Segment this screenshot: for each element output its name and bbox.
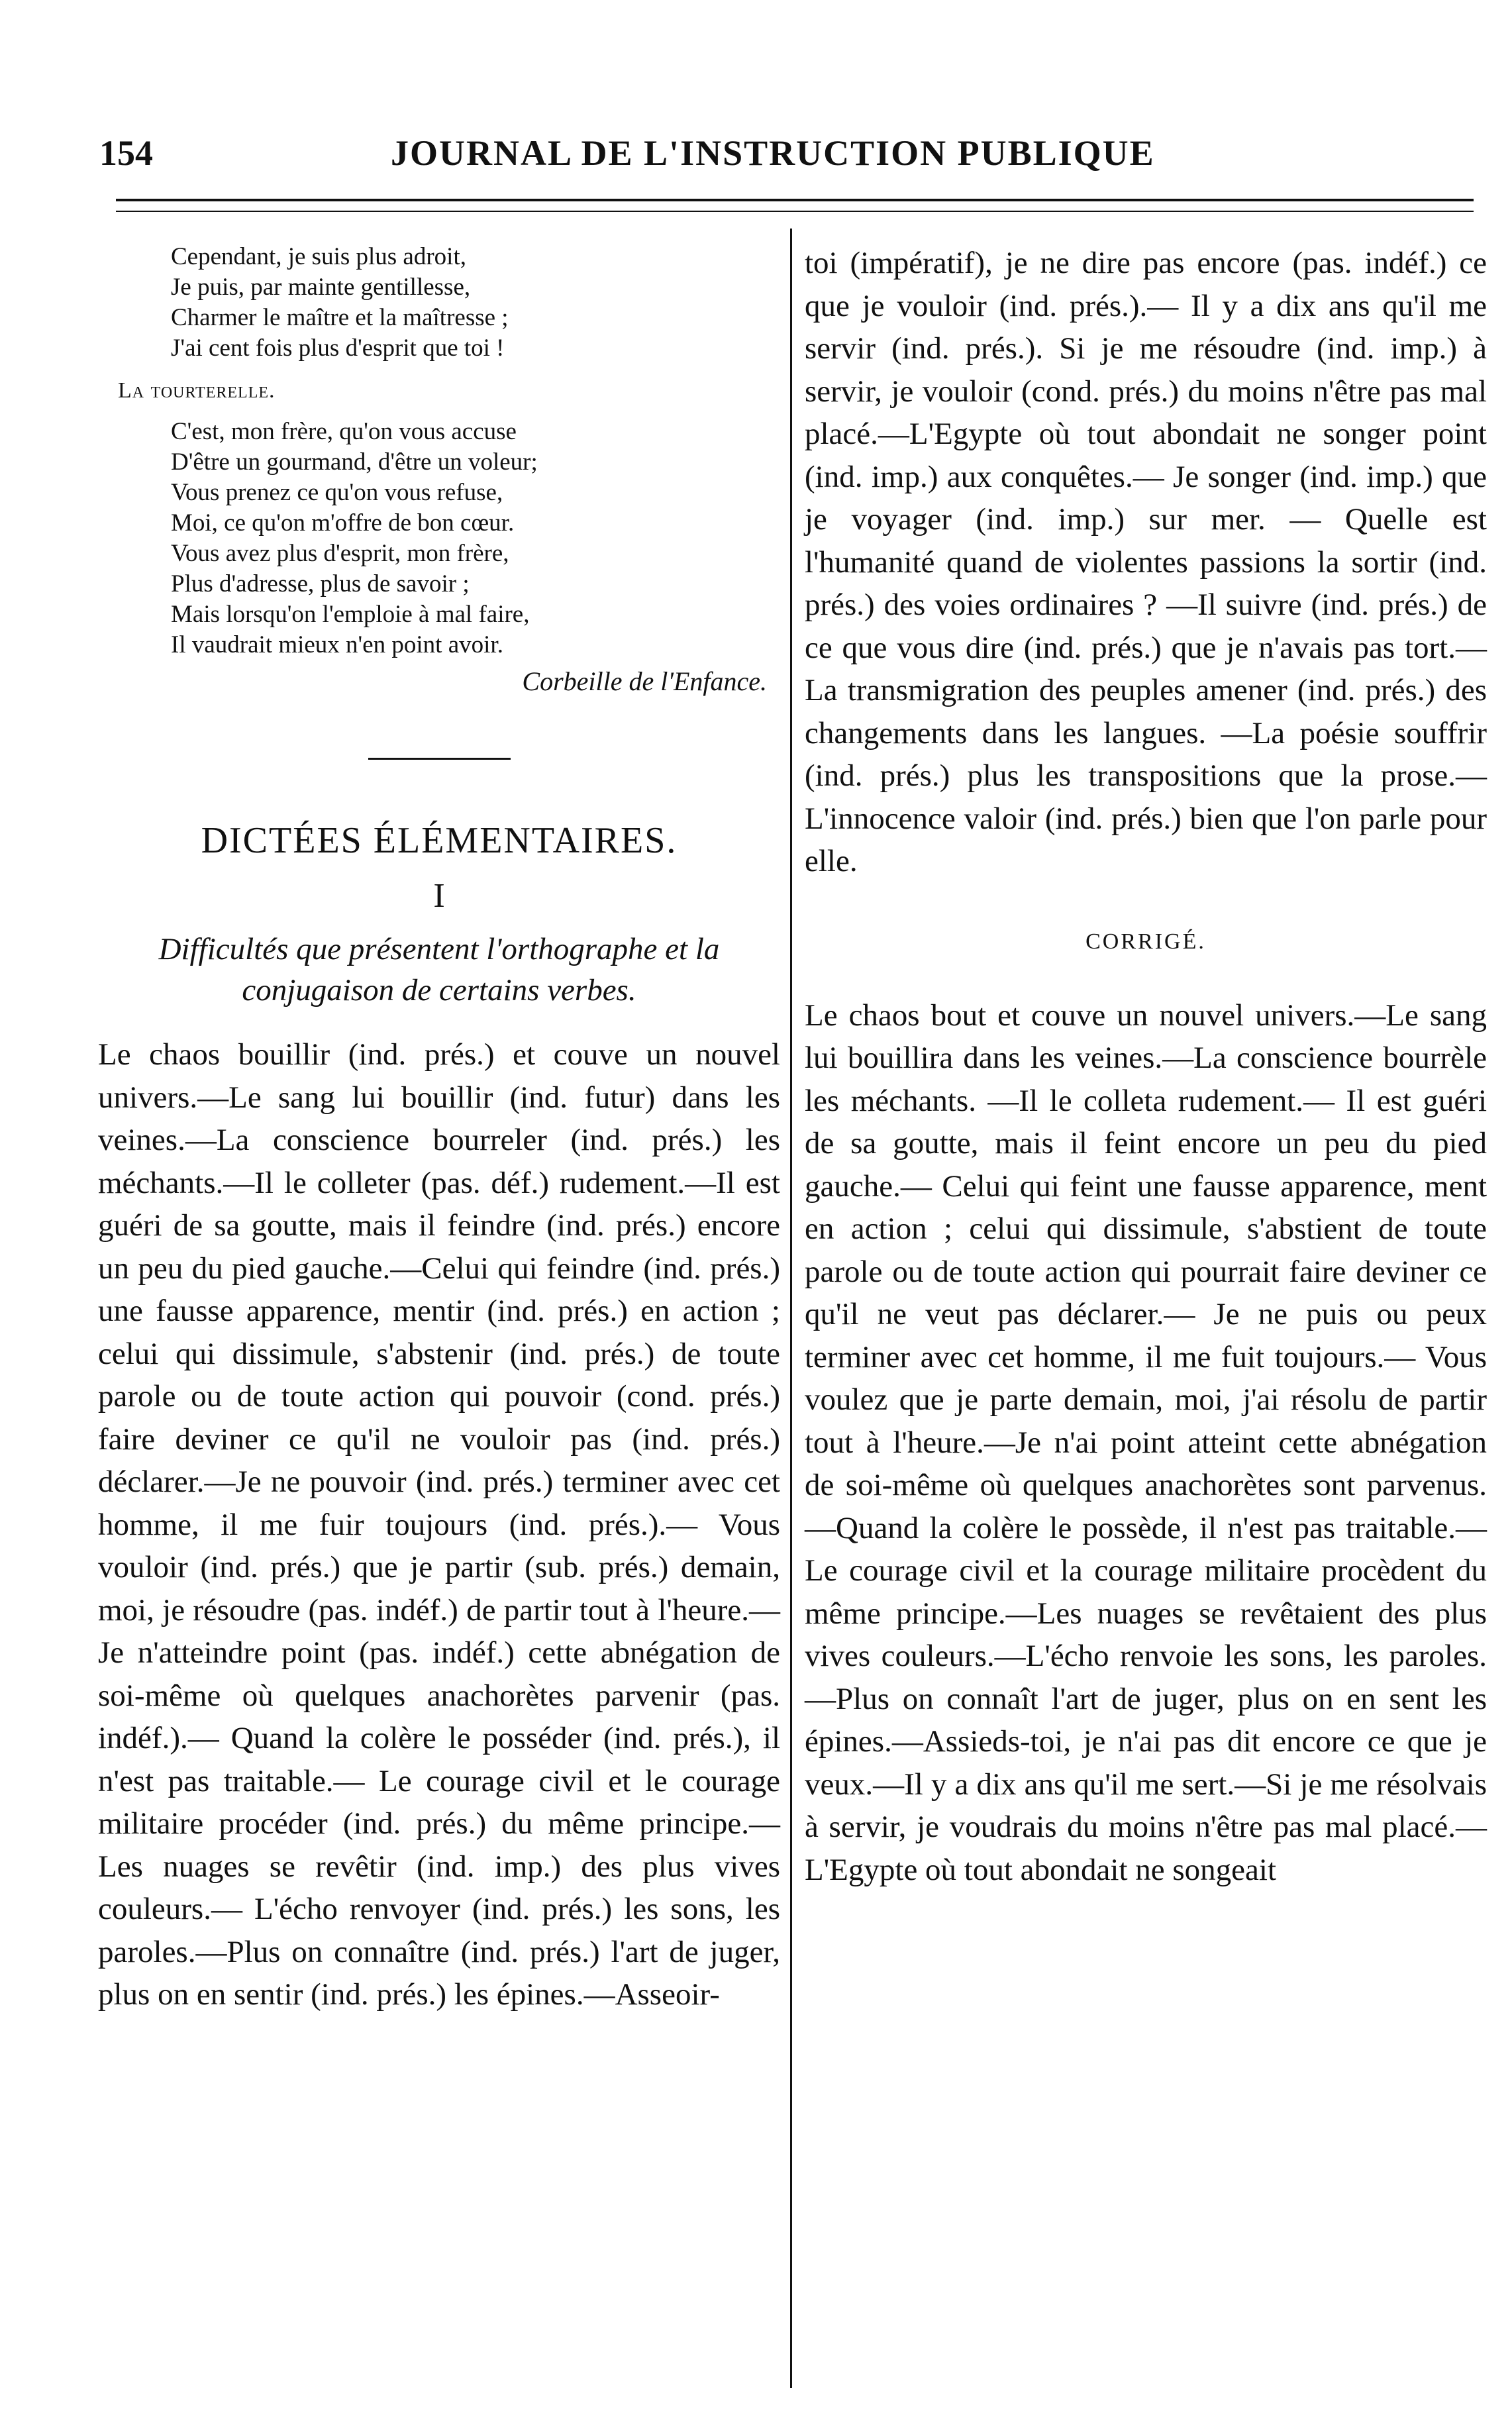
page-header [99, 132, 1477, 185]
section-divider [368, 758, 511, 760]
dictation-text: Le chaos bouillir (ind. prés.) et couve un nouvel univers.—Le sang lui bouillir (ind. futur) dans les veines.—La conscience bourreler (ind. prés.) les méchants.—Il le colleter (pas. déf.) rudement.—Il est guéri de sa goutte, mais il feindre (ind. prés.) encore un peu du pied gauche.—Celui qui feindre (ind. prés.) une fausse apparence, mentir (ind. prés.) en action ; celui qui dissimule, s'abstenir (ind. prés.) de toute parole ou de toute action qui pouvoir (cond. prés.) faire deviner ce qu'il ne vouloir pas (ind. prés.) déclarer.—Je ne pouvoir (ind. prés.) terminer avec cet homme, il me fuir toujours (ind. prés.).— Vous vouloir (ind. prés.) que je partir (sub. prés.) demain, moi, je résoudre (pas. indéf.) de partir tout à l'heure.—Je n'atteindre point (pas. indéf.) cette abnégation de soi-même où quelques anachorètes parvenir (pas. indéf.).— Quand la colère le posséder (ind. prés.), il n'est pas traitable.— Le courage civil et le courage militaire procéder (ind. prés.) du même principe.— Les nuages se revêtir (ind. imp.) des plus vives couleurs.— L'écho renvoyer (ind. prés.) les sons, les paroles.—Plus on connaître (ind. prés.) l'art de juger, plus on en sentir (ind. prés.) les épines.—Asseoir- [98, 1037, 780, 2012]
corrige-heading: CORRIGÉ. [1085, 929, 1206, 954]
section-title: DICTÉES ÉLÉMENTAIRES. [201, 820, 678, 861]
right-column [805, 242, 1487, 1891]
poem-line: C'est, mon frère, qu'on vous accuse [171, 418, 517, 445]
poem-line: Je puis, par mainte gentillesse, [171, 274, 471, 301]
section-subtitle: Difficultés que présentent l'orthographe et la conjugaison de certains verbes. [158, 932, 720, 1007]
poem-stanza-1 [171, 242, 780, 364]
running-title: JOURNAL DE L'INSTRUCTION PUBLIQUE [391, 133, 1155, 173]
poem-line: D'être un gourmand, d'être un voleur; [171, 448, 538, 476]
column-divider [790, 229, 792, 2388]
poem-line: Mais lorsqu'on l'emploie à mal faire, [171, 601, 530, 628]
poem-line: Il vaudrait mieux n'en point avoir. [171, 631, 503, 658]
poem-line: Vous avez plus d'esprit, mon frère, [171, 540, 509, 567]
poem-line: Plus d'adresse, plus de savoir ; [171, 570, 470, 597]
poem-line: J'ai cent fois plus d'esprit que toi ! [171, 335, 505, 362]
poem-line: Charmer le maître et la maîtresse ; [171, 304, 509, 331]
poem-line: Vous prenez ce qu'on vous refuse, [171, 479, 503, 506]
poem-attribution: Corbeille de l'Enfance. [522, 666, 767, 696]
section-number: I [433, 877, 445, 915]
header-rule-thin [116, 211, 1474, 212]
poem-stanza-2 [171, 417, 780, 660]
speaker-label: La tourterelle. [118, 378, 276, 403]
header-rule-thick [116, 199, 1474, 201]
poem-line: Cependant, je suis plus adroit, [171, 243, 466, 270]
dictation-continued-text: toi (impératif), je ne dire pas encore (pas. indéf.) ce que je vouloir (ind. prés.).— Il y a dix ans qu'il me servir (ind. prés.). Si je me résoudre (ind. imp.) à servir, je vouloir (cond. prés.) du moins n'être pas mal placé.—L'Egypte où tout abondait ne songer point (ind. imp.) aux conquêtes.— Je songer (ind. imp.) que je voyager (ind. imp.) sur mer. — Quelle est l'humanité quand de violentes passions la sortir (ind. prés.) des voies ordinaires ? —Il suivre (ind. prés.) de ce que vous dire (ind. prés.) que je n'avais pas tort.—La transmigration des peuples amener (ind. prés.) des changements dans les langues. —La poésie souffrir (ind. prés.) plus les transpositions que la prose.—L'innocence valoir (ind. prés.) bien que l'on parle pour elle. [805, 246, 1487, 878]
left-column [98, 242, 780, 2016]
corrige-text: Le chaos bout et couve un nouvel univers.—Le sang lui bouillira dans les veines.—La conscience bourrèle les méchants. —Il le colleta rudement.— Il est guéri de sa goutte, mais il feint encore un peu du pied gauche.— Celui qui feint une fausse apparence, ment en action ; celui qui dissimule, s'abstient de toute parole ou de toute action qui pourrait faire deviner ce qu'il ne veut pas déclarer.— Je ne puis ou peux terminer avec cet homme, il me fuit toujours.— Vous voulez que je parte demain, moi, j'ai résolu de partir tout à l'heure.—Je n'ai point atteint cette abnégation de soi-même où quelques anachorètes sont parvenus.—Quand la colère le possède, il n'est pas traitable.—Le courage civil et la courage militaire procèdent du même principe.—Les nuages se revêtaient des plus vives couleurs.—L'écho renvoie les sons, les paroles.—Plus on connaît l'art de juger, plus on en sent les épines.—Assieds-toi, je n'ai pas dit encore ce que je veux.—Il y a dix ans qu'il me sert.—Si je me résolvais à servir, je voudrais du moins n'être pas mal placé.— L'Egypte où tout abondait ne songeait [805, 998, 1487, 1887]
poem-line: Moi, ce qu'on m'offre de bon cœur. [171, 509, 515, 537]
page-number: 154 [99, 133, 153, 173]
